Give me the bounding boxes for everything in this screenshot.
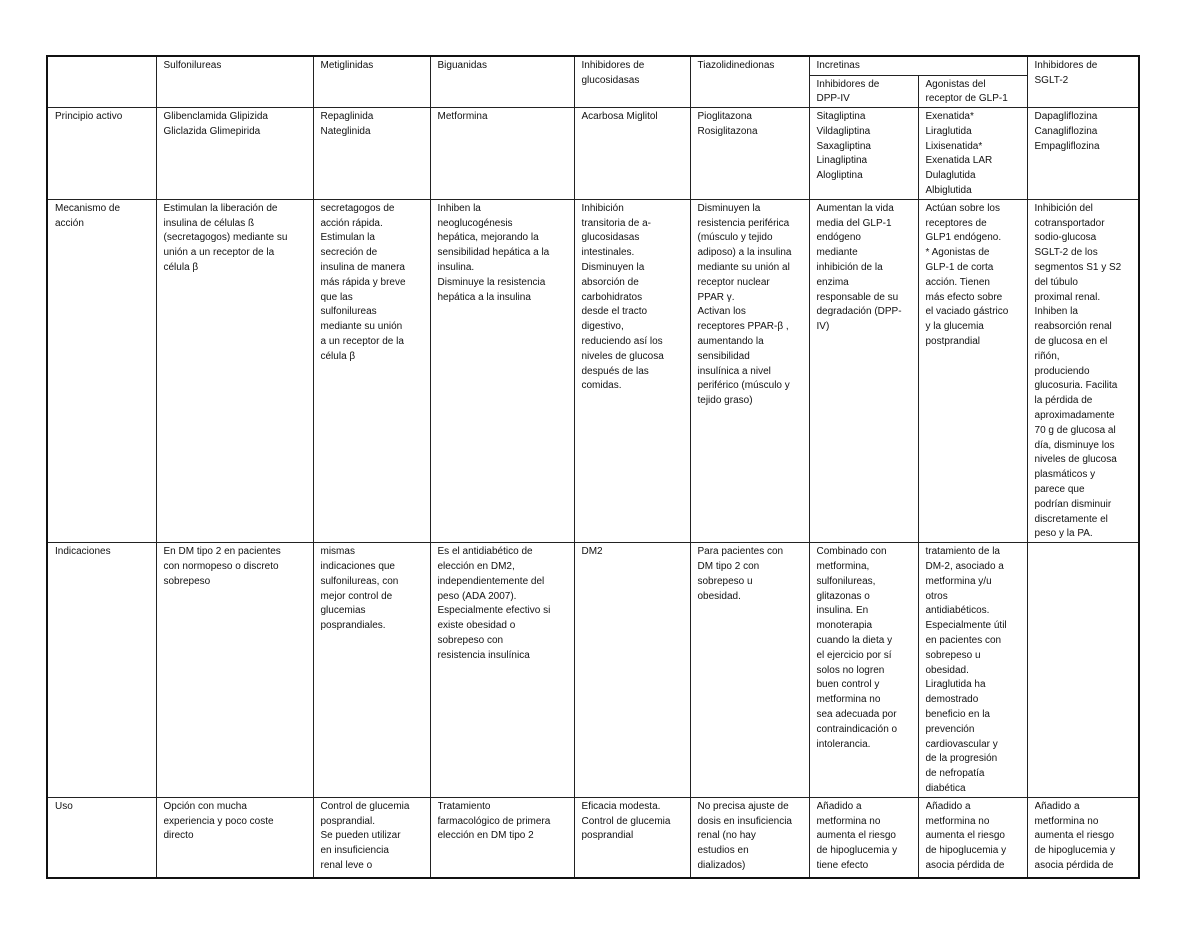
header-empty xyxy=(47,56,156,108)
row-uso xyxy=(47,797,1139,878)
header-agonistas-glp1: Agonistas del receptor de GLP-1 xyxy=(918,75,1027,108)
table-cell: Dapagliflozina Canagliflozina Empagliflozina xyxy=(1027,108,1139,200)
table-cell: mismas indicaciones que sulfonilureas, con mejor control de glucemias posprandiales. xyxy=(313,543,430,798)
table-cell: Añadido a metformina no aumenta el riesgo de hipoglucemia y asocia pérdida de xyxy=(1027,797,1139,878)
table-cell: Control de glucemia posprandial. Se pueden utilizar en insuficiencia renal leve o xyxy=(313,797,430,878)
header-tiazolidinedionas: Tiazolidinedionas xyxy=(690,56,809,108)
table-cell: Exenatida* Liraglutida Lixisenatida* Exenatida LAR Dulaglutida Albiglutida xyxy=(918,108,1027,200)
row-label: Mecanismo de acción xyxy=(47,199,156,542)
table-cell xyxy=(1027,543,1139,798)
table-cell: Repaglinida Nateglinida xyxy=(313,108,430,200)
table-cell: Opción con mucha experiencia y poco coste directo xyxy=(156,797,313,878)
table-cell: Inhibición transitoria de a- glucosidasas intestinales. Disminuyen la absorción de carbohidratos desde el tracto digestivo, reduciendo así los niveles de glucosa después de las comidas. xyxy=(574,199,690,542)
row-label: Indicaciones xyxy=(47,543,156,798)
row-mecanismo xyxy=(47,199,1139,542)
header-sulfonilureas: Sulfonilureas xyxy=(156,56,313,108)
table-cell: Metformina xyxy=(430,108,574,200)
row-label: Principio activo xyxy=(47,108,156,200)
table-cell: Glibenclamida Glipizida Gliclazida Glimepirida xyxy=(156,108,313,200)
row-label: Uso xyxy=(47,797,156,878)
row-indicaciones xyxy=(47,543,1139,798)
table-cell: Es el antidiabético de elección en DM2, independientemente del peso (ADA 2007). Especialmente efectivo si existe obesidad o sobrepeso con resistencia insulínica xyxy=(430,543,574,798)
table-cell: Inhibición del cotransportador sodio-glucosa SGLT-2 de los segmentos S1 y S2 del túbulo proximal renal. Inhiben la reabsorción renal de glucosa en el riñón, produciendo glucosuria. Facilita la pérdida de aproximadamente 70 g de glucosa al día, disminuye los niveles de glucosa plasmáticos y parece que podrían disminuir discretamente el peso y la PA. xyxy=(1027,199,1139,542)
table-cell: secretagogos de acción rápida. Estimulan la secreción de insulina de manera más rápida y breve que las sulfonilureas mediante su unión a un receptor de la célula β xyxy=(313,199,430,542)
table-cell: tratamiento de la DM-2, asociado a metformina y/u otros antidiabéticos. Especialmente útil en pacientes con sobrepeso u obesidad. Liraglutida ha demostrado beneficio en la prevención cardiovascular y de la progresión de nefropatía diabética xyxy=(918,543,1027,798)
table-cell: Para pacientes con DM tipo 2 con sobrepeso u obesidad. xyxy=(690,543,809,798)
header-row xyxy=(47,56,1139,75)
table-cell: Añadido a metformina no aumenta el riesgo de hipoglucemia y asocia pérdida de xyxy=(918,797,1027,878)
table-cell: Sitagliptina Vildagliptina Saxagliptina Linagliptina Alogliptina xyxy=(809,108,918,200)
table-cell: Pioglitazona Rosiglitazona xyxy=(690,108,809,200)
table-cell: Disminuyen la resistencia periférica (músculo y tejido adiposo) a la insulina mediante su unión al receptor nuclear PPAR γ. Activan los receptores PPAR-β , aumentando la sensibilidad insulínica a nivel periférico (músculo y tejido graso) xyxy=(690,199,809,542)
table-cell: Combinado con metformina, sulfonilureas, glitazonas o insulina. En monoterapia cuando la dieta y el ejercicio por sí solos no logren buen control y metformina no sea adecuada por contraindicación o intolerancia. xyxy=(809,543,918,798)
table-cell: Acarbosa Miglitol xyxy=(574,108,690,200)
header-inhibidores-glucosidasas: Inhibidores de glucosidasas xyxy=(574,56,690,108)
row-principio-activo xyxy=(47,108,1139,200)
table-cell: Estimulan la liberación de insulina de células ß (secretagogos) mediante su unión a un receptor de la célula β xyxy=(156,199,313,542)
header-inhibidores-sglt2: Inhibidores de SGLT-2 xyxy=(1027,56,1139,108)
table-cell: En DM tipo 2 en pacientes con normopeso o discreto sobrepeso xyxy=(156,543,313,798)
drug-comparison-table xyxy=(46,55,1140,879)
table-cell: Aumentan la vida media del GLP-1 endógeno mediante inhibición de la enzima responsable de su degradación (DPP- IV) xyxy=(809,199,918,542)
table-cell: Actúan sobre los receptores de GLP1 endógeno. * Agonistas de GLP-1 de corta acción. Tienen más efecto sobre el vaciado gástrico y la glucemia postprandial xyxy=(918,199,1027,542)
header-inhibidores-dpp4: Inhibidores de DPP-IV xyxy=(809,75,918,108)
header-incretinas: Incretinas xyxy=(809,56,1027,75)
header-metiglinidas: Metiglinidas xyxy=(313,56,430,108)
table-cell: DM2 xyxy=(574,543,690,798)
table-cell: Tratamiento farmacológico de primera elección en DM tipo 2 xyxy=(430,797,574,878)
table-cell: Inhiben la neoglucogénesis hepática, mejorando la sensibilidad hepática a la insulina. Disminuye la resistencia hepática a la insulina xyxy=(430,199,574,542)
table-cell: Añadido a metformina no aumenta el riesgo de hipoglucemia y tiene efecto xyxy=(809,797,918,878)
header-biguanidas: Biguanidas xyxy=(430,56,574,108)
table-cell: No precisa ajuste de dosis en insuficiencia renal (no hay estudios en dializados) xyxy=(690,797,809,878)
table-cell: Eficacia modesta. Control de glucemia posprandial xyxy=(574,797,690,878)
